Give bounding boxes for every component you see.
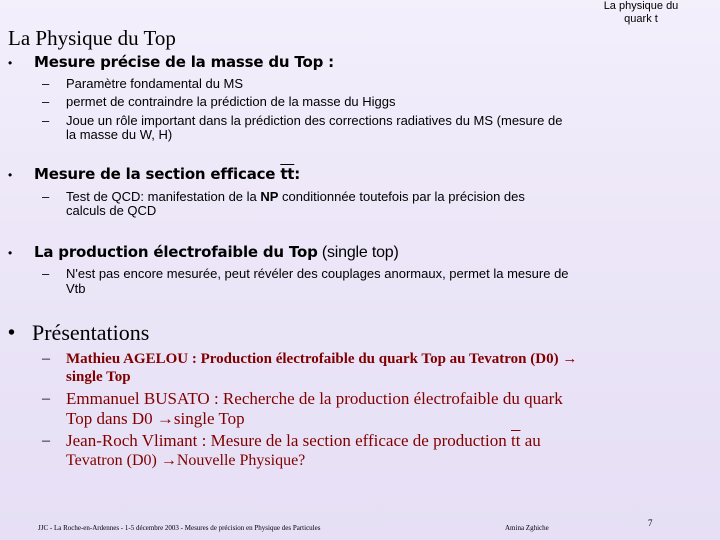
talk-1 (66, 350, 706, 368)
talk-3-text: Jean-Roch Vlimant : Mesure de la section efficace de production (66, 431, 511, 450)
page-number: 7 (648, 518, 653, 528)
ttbar-symbol: $\overline{tt}$ (511, 431, 521, 450)
section2-item-1 (66, 190, 714, 204)
talk-2-line2 (66, 410, 706, 428)
dash-icon: – (42, 189, 50, 204)
dash-icon: – (42, 266, 50, 281)
section3-heading (34, 243, 399, 262)
bullet-icon: • (8, 322, 16, 344)
section3-heading-note: (single top) (317, 244, 399, 261)
np-label: NP (260, 189, 279, 204)
section2-heading-text: Mesure de la section efficace (34, 165, 281, 183)
bullet-icon: • (8, 56, 13, 70)
ttbar-symbol: $\overline{tt}$ (280, 165, 295, 183)
slide-corner-label (586, 0, 696, 26)
presentations-heading: Présentations (32, 320, 150, 345)
dash-icon: – (42, 94, 50, 109)
talk-3-au: au (520, 431, 541, 450)
talk-2-line1: Emmanuel BUSATO : Recherche de la production électrofaible du quark (66, 389, 563, 408)
talk-3-line1 (66, 432, 706, 450)
dash-icon: – (42, 113, 50, 128)
arrow-right-icon: → (156, 409, 174, 428)
corner-label-line1: La physique du (603, 0, 679, 12)
section2-heading-colon: : (294, 165, 301, 183)
dash-icon: – (42, 76, 50, 91)
dash-icon: – (42, 432, 50, 449)
section2-item-text-b: conditionnée toutefois par la précision des (278, 189, 525, 204)
arrow-right-icon: → (160, 452, 177, 469)
bullet-icon: • (8, 246, 13, 260)
section1-item-3: Joue un rôle important dans la prédiction des corrections radiatives du MS (mesure de (66, 113, 563, 128)
section1-item-1: Paramètre fondamental du MS (66, 76, 244, 91)
talk-3-line2 (66, 452, 706, 470)
section1-item-3-cont: la masse du W, H) (66, 127, 173, 142)
corner-label-line2: quark t (624, 13, 658, 25)
bullet-icon: • (8, 168, 13, 182)
talk-1-line2: single Top (66, 369, 131, 385)
section1-item-2: permet de contraindre la prédiction de la masse du Higgs (66, 94, 396, 109)
talk-2-text: Top dans D0 (66, 409, 157, 428)
talk-1-line1: Mathieu AGELOU : Production électrofaible du quark Top au Tevatron (D0) (66, 351, 559, 367)
section2-item-text-a: Test de QCD: manifestation de la (66, 189, 261, 204)
footer-author: Amina Zghiche (505, 524, 549, 532)
section3-item-1: N'est pas encore mesurée, peut révéler des couplages anormaux, permet la mesure de (66, 266, 569, 281)
section3-heading-text: La production électrofaible du Top (34, 243, 318, 261)
talk-2-single-top: single Top (173, 409, 245, 428)
slide-title: La Physique du Top (8, 26, 176, 50)
dash-icon: – (42, 390, 50, 407)
section3-item-1-cont: Vtb (66, 281, 86, 296)
arrow-right-icon: → (562, 351, 578, 367)
dash-icon: – (42, 350, 50, 367)
footer-conference: JJC - La Roche-en-Ardennes - 1-5 décembre 2003 - Mesures de précision en Physique des Particules (38, 524, 321, 532)
section2-item-1-cont: calculs de QCD (66, 203, 157, 218)
section2-heading (34, 165, 300, 183)
talk-3-tevatron: Tevatron (D0) (66, 452, 161, 469)
talk-3-new-physics: Nouvelle Physique? (176, 452, 306, 469)
section1-heading: Mesure précise de la masse du Top : (34, 53, 334, 71)
